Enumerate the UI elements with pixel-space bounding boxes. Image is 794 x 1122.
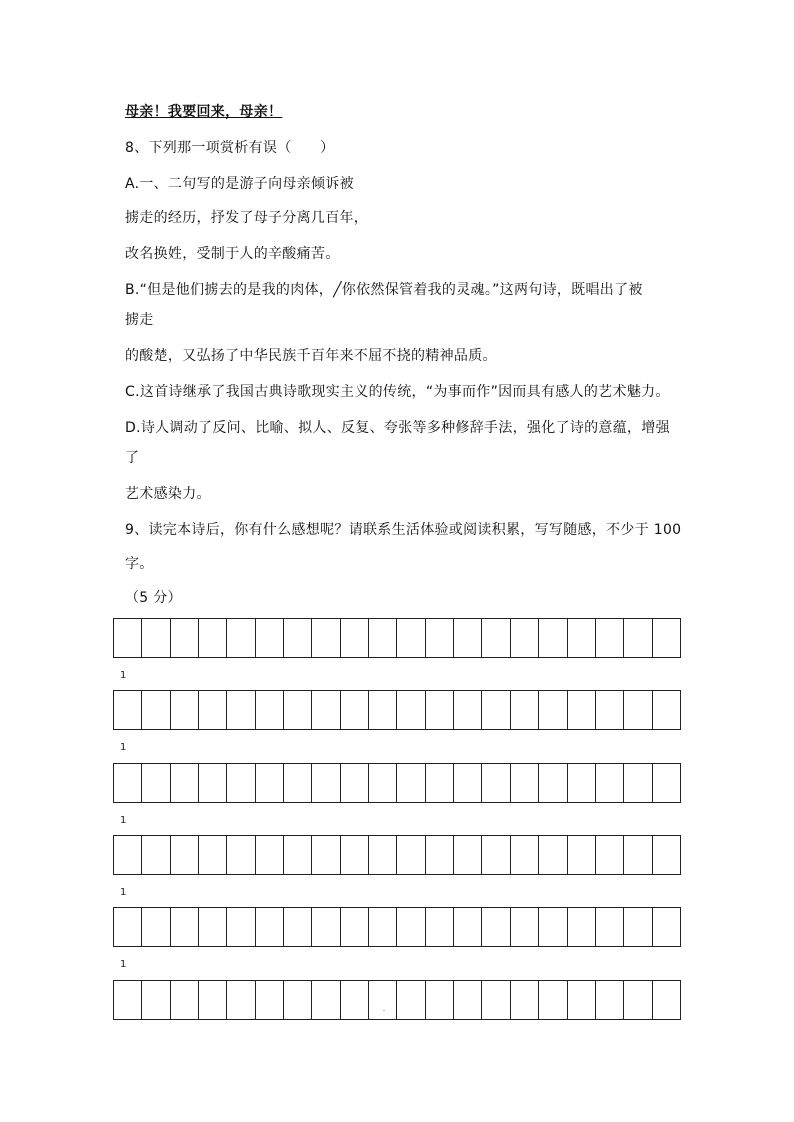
answer-cell[interactable] bbox=[596, 619, 624, 657]
answer-cell[interactable] bbox=[539, 691, 567, 729]
answer-cell[interactable] bbox=[568, 691, 596, 729]
answer-cell[interactable] bbox=[426, 908, 454, 946]
answer-cell[interactable] bbox=[653, 691, 680, 729]
answer-cell[interactable] bbox=[256, 908, 284, 946]
option-c-line-1: C.这首诗继承了我国古典诗歌现实主义的传统，“为事而作”因而具有感人的艺术魅力。 bbox=[125, 384, 670, 400]
answer-cell[interactable] bbox=[114, 619, 142, 657]
answer-cell[interactable] bbox=[653, 981, 680, 1019]
answer-cell[interactable] bbox=[227, 908, 255, 946]
answer-cell[interactable] bbox=[624, 691, 652, 729]
answer-cell[interactable] bbox=[341, 764, 369, 802]
answer-cell[interactable] bbox=[426, 619, 454, 657]
option-b-line-3: 的酸楚，又弘扬了中华民族千百年来不屈不挠的精神品质。 bbox=[125, 348, 497, 364]
option-a-line-3: 改名换姓，受制于人的辛酸痛苦。 bbox=[125, 246, 340, 262]
option-d-line-1: D.诗人调动了反问、比喻、拟人、反复、夸张等多种修辞手法，强化了诗的意蕴，增强 bbox=[125, 420, 670, 436]
answer-cell[interactable] bbox=[171, 836, 199, 874]
answer-cell[interactable] bbox=[284, 908, 312, 946]
answer-cell[interactable] bbox=[171, 908, 199, 946]
question-8-stem: 8、下列那一项赏析有误（ ） bbox=[125, 140, 335, 156]
answer-cell[interactable] bbox=[171, 619, 199, 657]
answer-cell[interactable] bbox=[199, 764, 227, 802]
answer-cell[interactable] bbox=[511, 836, 539, 874]
answer-cell[interactable] bbox=[539, 908, 567, 946]
answer-cell[interactable] bbox=[539, 981, 567, 1019]
answer-cell[interactable] bbox=[624, 619, 652, 657]
answer-cell[interactable] bbox=[369, 836, 397, 874]
answer-cell[interactable] bbox=[397, 764, 425, 802]
poem-last-line: 母亲！我要回来，母亲！ bbox=[125, 104, 283, 120]
answer-cell[interactable] bbox=[284, 619, 312, 657]
answer-cell[interactable] bbox=[482, 908, 510, 946]
answer-cell[interactable] bbox=[426, 764, 454, 802]
answer-cell[interactable] bbox=[227, 981, 255, 1019]
question-9-stem: 9、读完本诗后，你有什么感想呢？请联系生活体验或阅读积累，写写随感，不少于 100 bbox=[125, 522, 682, 538]
option-b-line-1: B.“但是他们掳去的是我的肉体，╱你依然保管着我的灵魂。”这两句诗，既唱出了被 bbox=[125, 282, 643, 298]
answer-cell[interactable] bbox=[454, 764, 482, 802]
answer-cell[interactable] bbox=[596, 691, 624, 729]
answer-cell[interactable] bbox=[114, 981, 142, 1019]
answer-cell[interactable] bbox=[199, 836, 227, 874]
answer-cell[interactable] bbox=[199, 908, 227, 946]
answer-cell[interactable] bbox=[426, 981, 454, 1019]
answer-cell[interactable] bbox=[284, 691, 312, 729]
answer-cell[interactable] bbox=[454, 908, 482, 946]
answer-cell[interactable] bbox=[341, 691, 369, 729]
answer-cell[interactable] bbox=[539, 619, 567, 657]
answer-cell[interactable] bbox=[511, 764, 539, 802]
answer-cell[interactable] bbox=[482, 691, 510, 729]
answer-cell[interactable] bbox=[114, 908, 142, 946]
answer-cell[interactable] bbox=[199, 691, 227, 729]
answer-cell[interactable] bbox=[454, 981, 482, 1019]
answer-cell[interactable] bbox=[511, 691, 539, 729]
answer-cell[interactable] bbox=[142, 764, 170, 802]
answer-cell[interactable] bbox=[568, 764, 596, 802]
answer-cell[interactable] bbox=[568, 981, 596, 1019]
answer-cell[interactable] bbox=[482, 619, 510, 657]
answer-cell[interactable] bbox=[397, 981, 425, 1019]
answer-cell[interactable] bbox=[312, 981, 340, 1019]
answer-cell[interactable] bbox=[568, 619, 596, 657]
answer-cell[interactable] bbox=[256, 619, 284, 657]
question-9-score: （5 分） bbox=[125, 590, 182, 606]
answer-cell[interactable] bbox=[284, 764, 312, 802]
answer-cell[interactable] bbox=[341, 981, 369, 1019]
answer-cell[interactable] bbox=[624, 908, 652, 946]
answer-cell[interactable] bbox=[369, 908, 397, 946]
answer-grid-row[interactable] bbox=[113, 980, 681, 1020]
answer-cell[interactable] bbox=[199, 981, 227, 1019]
answer-cell[interactable] bbox=[454, 691, 482, 729]
cell-mark: . bbox=[382, 1004, 386, 1013]
answer-cell[interactable] bbox=[653, 908, 680, 946]
row-number: 1 bbox=[120, 670, 127, 681]
answer-cell[interactable] bbox=[624, 981, 652, 1019]
answer-cell[interactable] bbox=[284, 836, 312, 874]
answer-cell[interactable] bbox=[256, 764, 284, 802]
answer-cell[interactable] bbox=[312, 836, 340, 874]
answer-cell[interactable] bbox=[454, 836, 482, 874]
answer-cell[interactable] bbox=[227, 691, 255, 729]
answer-grid-row[interactable] bbox=[113, 690, 681, 730]
answer-grid-row[interactable] bbox=[113, 618, 681, 658]
answer-cell[interactable] bbox=[227, 836, 255, 874]
answer-cell[interactable] bbox=[256, 691, 284, 729]
answer-cell[interactable] bbox=[171, 691, 199, 729]
option-d-line-2: 了 bbox=[125, 450, 140, 466]
answer-cell[interactable] bbox=[482, 981, 510, 1019]
question-9-stem-continued: 字。 bbox=[125, 556, 154, 572]
answer-cell[interactable] bbox=[312, 619, 340, 657]
row-number: 1 bbox=[120, 959, 127, 970]
answer-cell[interactable] bbox=[256, 836, 284, 874]
answer-cell[interactable] bbox=[142, 981, 170, 1019]
answer-cell[interactable] bbox=[426, 691, 454, 729]
answer-cell[interactable] bbox=[568, 908, 596, 946]
answer-cell[interactable] bbox=[539, 764, 567, 802]
answer-cell[interactable] bbox=[511, 908, 539, 946]
answer-cell[interactable] bbox=[369, 691, 397, 729]
answer-cell[interactable] bbox=[369, 981, 397, 1019]
answer-cell[interactable] bbox=[227, 764, 255, 802]
answer-cell[interactable] bbox=[596, 764, 624, 802]
answer-cell[interactable] bbox=[142, 836, 170, 874]
answer-cell[interactable] bbox=[312, 908, 340, 946]
option-d-line-3: 艺术感染力。 bbox=[125, 486, 211, 502]
option-a-line-1: A.一、二句写的是游子向母亲倾诉被 bbox=[125, 176, 354, 192]
answer-cell[interactable] bbox=[312, 764, 340, 802]
answer-grid-row[interactable] bbox=[113, 763, 681, 803]
answer-cell[interactable] bbox=[397, 836, 425, 874]
answer-cell[interactable] bbox=[653, 836, 680, 874]
answer-grid-row[interactable] bbox=[113, 907, 681, 947]
answer-cell[interactable] bbox=[596, 981, 624, 1019]
answer-cell[interactable] bbox=[653, 764, 680, 802]
answer-cell[interactable] bbox=[199, 619, 227, 657]
answer-cell[interactable] bbox=[227, 619, 255, 657]
answer-cell[interactable] bbox=[142, 908, 170, 946]
answer-cell[interactable] bbox=[114, 691, 142, 729]
answer-cell[interactable] bbox=[341, 908, 369, 946]
row-number: 1 bbox=[120, 815, 127, 826]
answer-cell[interactable] bbox=[284, 981, 312, 1019]
answer-cell[interactable] bbox=[624, 836, 652, 874]
answer-cell[interactable] bbox=[596, 836, 624, 874]
answer-cell[interactable] bbox=[454, 619, 482, 657]
option-b-line-2: 掳走 bbox=[125, 312, 154, 328]
answer-cell[interactable] bbox=[539, 836, 567, 874]
row-number: 1 bbox=[120, 742, 127, 753]
answer-cell[interactable] bbox=[426, 836, 454, 874]
answer-cell[interactable] bbox=[596, 908, 624, 946]
answer-cell[interactable] bbox=[397, 908, 425, 946]
answer-cell[interactable] bbox=[369, 764, 397, 802]
answer-cell[interactable] bbox=[114, 764, 142, 802]
answer-cell[interactable] bbox=[171, 981, 199, 1019]
answer-cell[interactable] bbox=[369, 619, 397, 657]
answer-cell[interactable] bbox=[142, 619, 170, 657]
answer-cell[interactable] bbox=[624, 764, 652, 802]
answer-cell[interactable] bbox=[171, 764, 199, 802]
answer-cell[interactable] bbox=[256, 981, 284, 1019]
answer-cell[interactable] bbox=[312, 691, 340, 729]
answer-grid-row[interactable] bbox=[113, 835, 681, 875]
answer-cell[interactable] bbox=[653, 619, 680, 657]
answer-cell[interactable] bbox=[511, 619, 539, 657]
answer-cell[interactable] bbox=[568, 836, 596, 874]
answer-cell[interactable] bbox=[114, 836, 142, 874]
answer-cell[interactable] bbox=[142, 691, 170, 729]
option-a-line-2: 掳走的经历，抒发了母子分离几百年， bbox=[125, 210, 369, 226]
answer-cell[interactable] bbox=[511, 981, 539, 1019]
answer-cell[interactable] bbox=[482, 836, 510, 874]
row-number: 1 bbox=[120, 887, 127, 898]
answer-cell[interactable] bbox=[341, 836, 369, 874]
answer-cell[interactable] bbox=[482, 764, 510, 802]
answer-cell[interactable] bbox=[397, 619, 425, 657]
answer-cell[interactable] bbox=[341, 619, 369, 657]
answer-cell[interactable] bbox=[397, 691, 425, 729]
